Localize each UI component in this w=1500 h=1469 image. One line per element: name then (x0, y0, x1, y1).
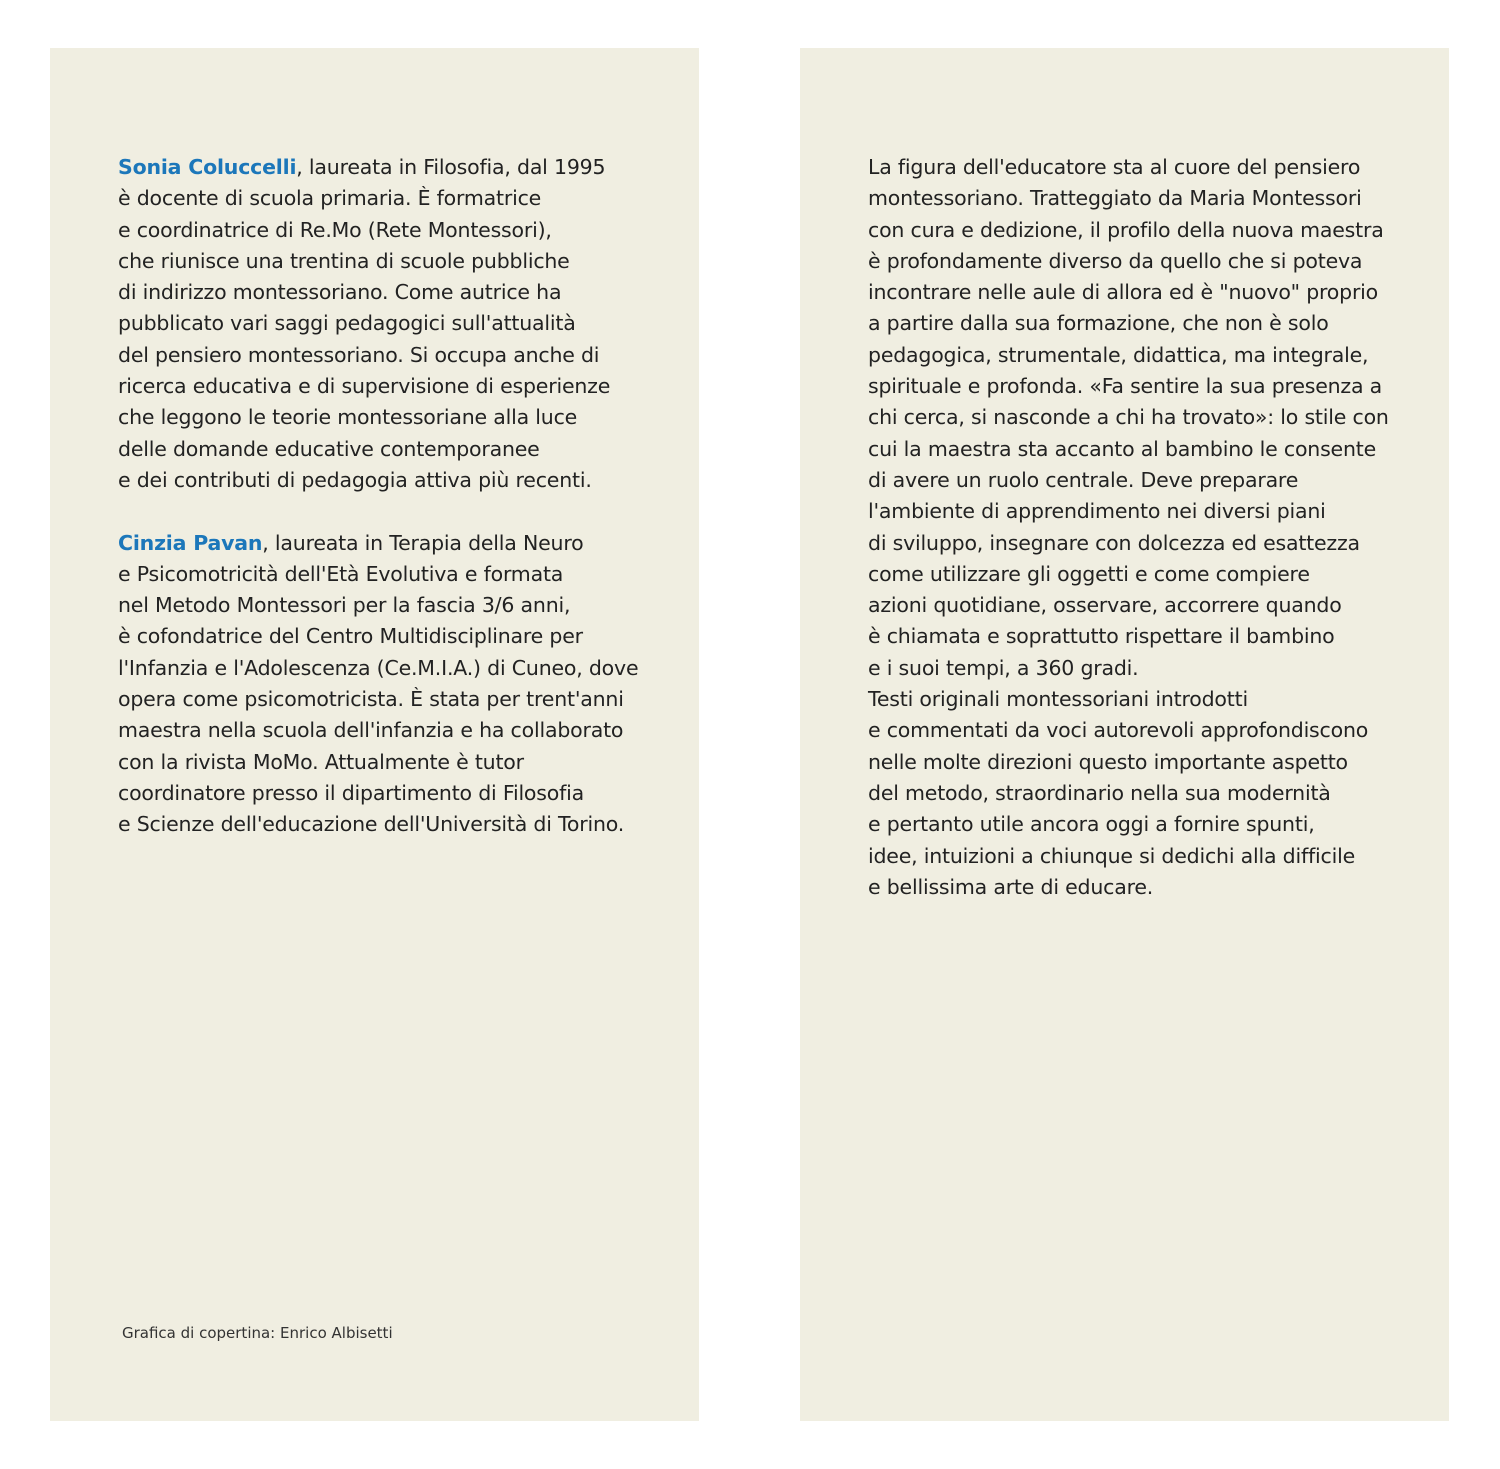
blurb-line: e i suoi tempi, a 360 gradi. (868, 655, 1139, 680)
bio-line: Sonia Coluccelli, laureata in Filosofia, dal 1995 (118, 155, 606, 179)
right-flap-panel (800, 48, 1449, 1421)
blurb-line: e pertanto utile ancora oggi a fornire spunti, (868, 812, 1315, 837)
bio-line: maestra nella scuola dell'infanzia e ha collaborato (118, 718, 624, 743)
blurb-line: di avere un ruolo centrale. Deve preparare (868, 467, 1299, 492)
bio-line: nel Metodo Montessori per la fascia 3/6 anni, (118, 593, 571, 618)
bio-line: del pensiero montessoriano. Si occupa anche di (118, 342, 600, 367)
left-flap-panel (50, 48, 699, 1421)
bio-line: l'Infanzia e l'Adolescenza (Ce.M.I.A.) di Cuneo, dove (118, 655, 639, 680)
author-bios (118, 152, 638, 872)
bio-line: è docente di scuola primaria. È formatrice (118, 186, 542, 211)
blurb-line: come utilizzare gli oggetti e come compiere (868, 561, 1310, 586)
blurb-line: di sviluppo, insegnare con dolcezza ed esattezza (868, 530, 1360, 555)
blurb-line: chi cerca, si nasconde a chi ha trovato»: lo stile con (868, 405, 1389, 430)
blurb-line: è profondamente diverso da quello che si poteva (868, 248, 1363, 273)
bio-line: opera come psicomotricista. È stata per trent'anni (118, 687, 624, 712)
bio-line: coordinatore presso il dipartimento di Filosofia (118, 780, 584, 805)
blurb-line: incontrare nelle aule di allora ed è "nuovo" proprio (868, 280, 1379, 305)
blurb-line: Testi originali montessoriani introdotti (868, 687, 1248, 712)
blurb-line: e bellissima arte di educare. (868, 874, 1154, 899)
author-bio-pavan (118, 528, 638, 841)
blurb-line: La figura dell'educatore sta al cuore del pensiero (868, 155, 1361, 179)
blurb-line: nelle molte direzioni questo importante aspetto (868, 749, 1348, 774)
bio-line: con la rivista MoMo. Attualmente è tutor (118, 749, 524, 774)
blurb-line: montessoriano. Tratteggiato da Maria Montessori (868, 186, 1362, 211)
bio-line: ricerca educativa e di supervisione di esperienze (118, 374, 611, 399)
blurb-line: del metodo, straordinario nella sua modernità (868, 780, 1331, 805)
author-bio-coluccelli (118, 152, 638, 496)
bio-line: è cofondatrice del Centro Multidisciplinare per (118, 624, 583, 649)
blurb-line: e commentati da voci autorevoli approfondiscono (868, 718, 1369, 743)
bio-line: pubblicato vari saggi pedagogici sull'attualità (118, 311, 576, 336)
blurb-line: azioni quotidiane, osservare, accorrere quando (868, 593, 1342, 618)
bio-line: delle domande educative contemporanee (118, 436, 540, 461)
bio-line: Cinzia Pavan, laureata in Terapia della Neuro (118, 530, 584, 555)
bio-line: che leggono le teorie montessoriane alla luce (118, 405, 578, 430)
cover-design-credit: Grafica di copertina: Enrico Albisetti (122, 1324, 393, 1342)
author-name: Cinzia Pavan (118, 530, 263, 555)
blurb-line: con cura e dedizione, il profilo della nuova maestra (868, 217, 1384, 242)
blurb-line: spirituale e profonda. «Fa sentire la sua presenza a (868, 374, 1383, 399)
blurb-line: idee, intuizioni a chiunque si dedichi alla difficile (868, 843, 1355, 868)
bio-line: e Psicomotricità dell'Età Evolutiva e formata (118, 561, 564, 586)
blurb-line: a partire dalla sua formazione, che non è solo (868, 311, 1329, 336)
book-blurb (868, 152, 1389, 903)
bio-line: e Scienze dell'educazione dell'Università di Torino. (118, 812, 625, 837)
bio-line: di indirizzo montessoriano. Come autrice ha (118, 280, 562, 305)
bio-line: che riunisce una trentina di scuole pubbliche (118, 248, 570, 273)
blurb-line: l'ambiente di apprendimento nei diversi piani (868, 499, 1326, 524)
blurb-line: è chiamata e soprattutto rispettare il bambino (868, 624, 1335, 649)
author-name: Sonia Coluccelli (118, 155, 297, 179)
blurb-line: cui la maestra sta accanto al bambino le consente (868, 436, 1377, 461)
bio-line: e dei contributi di pedagogia attiva più recenti. (118, 467, 592, 492)
bio-line: e coordinatrice di Re.Mo (Rete Montessori), (118, 217, 552, 242)
blurb-line: pedagogica, strumentale, didattica, ma integrale, (868, 342, 1369, 367)
